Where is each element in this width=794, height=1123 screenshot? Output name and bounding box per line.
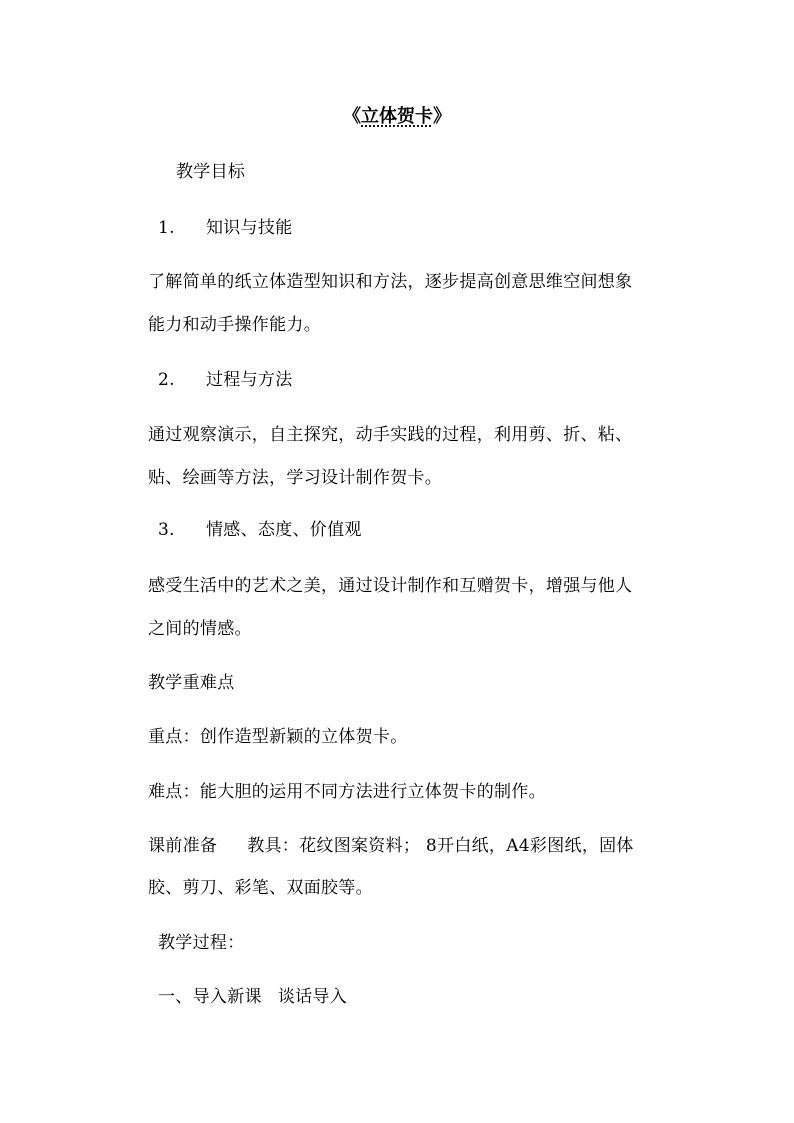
title-close-bracket: 》 — [433, 106, 451, 127]
objective-item-1-number: 1. — [158, 218, 175, 238]
key-point: 重点：创作造型新颖的立体贺卡。 — [148, 727, 408, 747]
title-text: 立体贺卡 — [361, 106, 433, 127]
objective-item-3-number: 3. — [158, 520, 175, 540]
objective-item-3-text-line-2: 之间的情感。 — [148, 619, 252, 639]
prep-line-1 — [148, 834, 634, 858]
objective-item-3 — [158, 518, 362, 542]
objective-item-1 — [158, 216, 293, 240]
objective-item-1-text-line-2: 能力和动手操作能力。 — [148, 315, 321, 335]
section-1-heading — [158, 985, 347, 1009]
objective-item-2 — [158, 368, 293, 392]
objective-item-3-text-line-1: 感受生活中的艺术之美，通过设计制作和互赠贺卡，增强与他人 — [148, 576, 633, 596]
prep-text-line-2: 胶、剪刀、彩笔、双面胶等。 — [148, 878, 373, 898]
document-title — [0, 105, 794, 129]
objective-item-1-text-line-1: 了解简单的纸立体造型知识和方法，逐步提高创意思维空间想象 — [148, 272, 633, 292]
key-difficult-heading: 教学重难点 — [148, 673, 235, 693]
prep-text-line-1: 教具：花纹图案资料； 8开白纸，A4彩图纸，固体 — [247, 836, 634, 856]
title-open-bracket: 《 — [343, 106, 361, 127]
objectives-heading: 教学目标 — [176, 162, 246, 182]
difficult-point: 难点：能大胆的运用不同方法进行立体贺卡的制作。 — [148, 782, 546, 802]
section-1-title: 谈话导入 — [277, 987, 348, 1007]
prep-label: 课前准备 — [148, 836, 218, 856]
objective-item-2-text-line-2: 贴、绘画等方法，学习设计制作贺卡。 — [148, 468, 443, 488]
objective-item-3-label: 情感、态度、价值观 — [206, 520, 362, 540]
section-1-number: 一、导入新课 — [158, 987, 262, 1007]
process-heading: 教学过程： — [158, 933, 245, 953]
objective-item-1-label: 知识与技能 — [206, 218, 293, 238]
objective-item-2-label: 过程与方法 — [206, 370, 293, 390]
objective-item-2-number: 2. — [158, 370, 175, 390]
objective-item-2-text-line-1: 通过观察演示，自主探究，动手实践的过程，利用剪、折、粘、 — [148, 425, 633, 445]
